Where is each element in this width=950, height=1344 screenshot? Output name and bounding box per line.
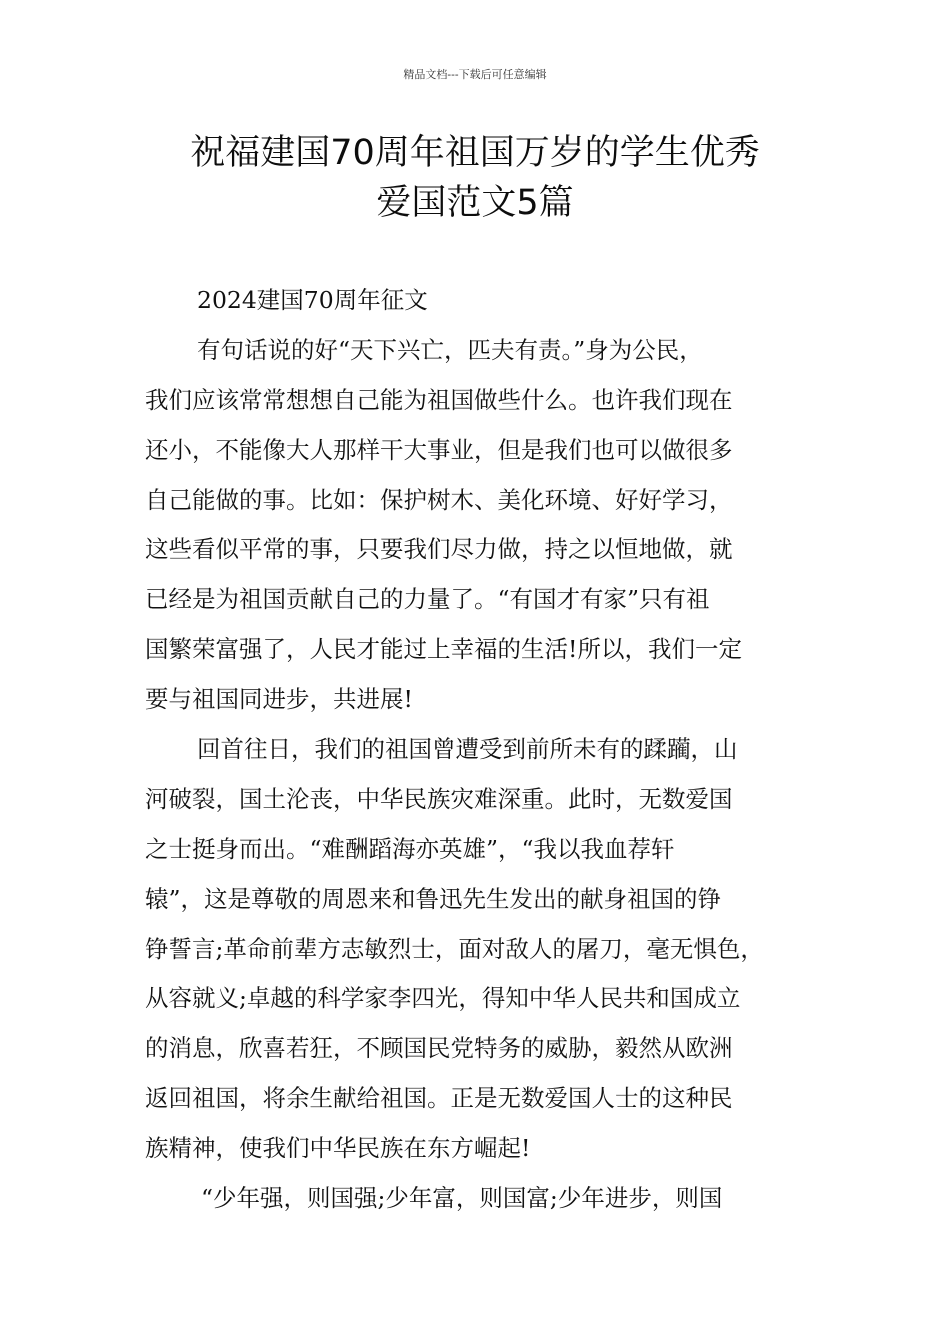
paragraph-line: 族精神，使我们中华民族在东方崛起! [145, 1134, 531, 1163]
paragraph-line: 还小，不能像大人那样干大事业，但是我们也可以做很多 [145, 435, 733, 464]
paragraph-line: “少年强，则国强;少年富，则国富;少年进步，则国 [201, 1184, 723, 1213]
document-title [100, 128, 850, 228]
document-body [145, 276, 810, 1224]
subtitle-line: 2024建国70周年征文 [197, 286, 428, 314]
paragraph-line: 从容就义;卓越的科学家李四光，得知中华人民共和国成立 [145, 984, 741, 1013]
paragraph-line: 我们应该常常想想自己能为祖国做些什么。也许我们现在 [145, 385, 733, 414]
paragraph-line: 自己能做的事。比如：保护树木、美化环境、好好学习， [145, 485, 733, 514]
paragraph-line: 回首往日，我们的祖国曾遭受到前所未有的蹂躏，山 [197, 735, 738, 764]
header-note: 精品文档---下载后可任意编辑 [403, 68, 547, 81]
title-line-1: 祝福建国70周年祖国万岁的学生优秀 [190, 133, 760, 173]
paragraph-line: 返回祖国，将余生献给祖国。正是无数爱国人士的这种民 [145, 1084, 733, 1113]
title-line-2: 爱国范文5篇 [376, 183, 574, 223]
paragraph-line: 已经是为祖国贡献自己的力量了。“有国才有家”只有祖 [145, 585, 710, 614]
paragraph-line: 要与祖国同进步，共进展! [145, 685, 413, 714]
paragraph-line: 的消息，欣喜若狂，不顾国民党特务的威胁，毅然从欧洲 [145, 1034, 733, 1063]
paragraph-line: 辕”，这是尊敬的周恩来和鲁迅先生发出的献身祖国的铮 [145, 884, 722, 913]
paragraph-line: 铮誓言;革命前辈方志敏烈士，面对敌人的屠刀，毫无惧色， [145, 934, 764, 963]
paragraph-line: 这些看似平常的事，只要我们尽力做，持之以恒地做，就 [145, 535, 733, 564]
paragraph-line: 有句话说的好“天下兴亡，匹夫有责。”身为公民， [197, 335, 703, 364]
paragraph-line: 之士挺身而出。“难酬蹈海亦英雄”，“我以我血荐轩 [145, 834, 675, 863]
paragraph-line: 河破裂，国土沦丧，中华民族灾难深重。此时，无数爱国 [145, 784, 733, 813]
paragraph-line: 国繁荣富强了，人民才能过上幸福的生活!所以，我们一定 [145, 635, 742, 664]
